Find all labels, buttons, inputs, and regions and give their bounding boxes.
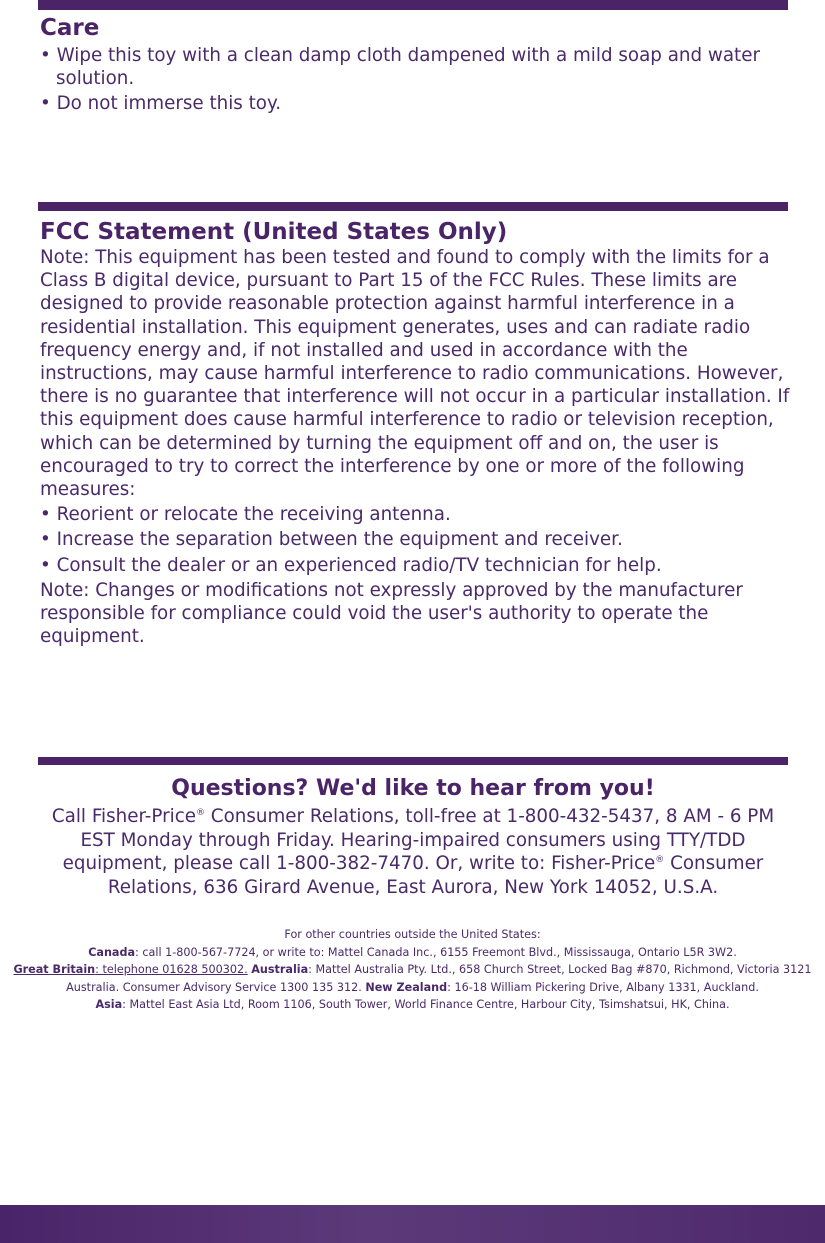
australia-text: : Mattel Australia Pty. Ltd., 658 Church Street, Locked Bag #870, Richmond, Victoria 3121 Australia. Consumer Advisory Service 1300 135 312. <box>66 963 812 994</box>
fcc-bullet-text: • Reorient or relocate the receiving antenna. <box>40 504 451 526</box>
questions-text-2: Consumer Relations, toll-free at 1-800-432-5437, 8 AM - 6 PM EST Monday through Friday. Hearing-impaired consumers using TTY/TDD equipment, please call 1-800-382-7470. Or, write to: Fisher-Price <box>62 806 775 875</box>
new-zealand-text: : 16-18 William Pickering Drive, Albany 1331, Auckland. <box>447 980 759 994</box>
asia-text: : Mattel East Asia Ltd, Room 1106, South Tower, World Finance Centre, Harbour City, Tsimshatsui, HK, China. <box>122 998 730 1012</box>
fcc-bullet-text: • Consult the dealer or an experienced radio/TV technician for help. <box>40 554 662 576</box>
great-britain-text: : telephone 01628 500302. <box>95 963 248 977</box>
fcc-bullet <box>40 554 790 577</box>
registered-mark: ® <box>196 807 205 818</box>
questions-divider-bar <box>38 757 788 765</box>
fcc-heading: FCC Statement (United States Only) <box>40 219 508 245</box>
fcc-bullet <box>40 528 790 551</box>
questions-body <box>38 805 788 899</box>
great-britain-label: Great Britain <box>13 963 96 977</box>
care-bullet <box>40 44 790 90</box>
asia-label: Asia <box>95 998 123 1012</box>
gb-australia-nz-contact <box>0 961 825 996</box>
fcc-note: Note: This equipment has been tested and found to comply with the limits for a Class B digital device, pursuant to Part 15 of the FCC Rules. These limits are designed to provide reasonable protection against harmful interference in a residential installation. This equipment generates, uses and can radiate radio frequency energy and, if not installed and used in accordance with the instructions, may cause harmful interference to radio communications. However, there is no guarantee that interference will not occur in a particular installation. If this equipment does cause harmful interference to radio or television reception, which can be determined by turning the equipment off and on, the user is encouraged to try to correct the interference by one or more of the following measures: <box>40 247 790 501</box>
international-contacts <box>0 926 825 1014</box>
asia-contact <box>0 996 825 1014</box>
fcc-bullet <box>40 503 790 526</box>
registered-mark: ® <box>655 855 665 866</box>
care-divider-bar <box>38 0 788 10</box>
questions-heading: Questions? We'd like to hear from you! <box>171 776 655 801</box>
fcc-divider-bar <box>38 202 788 211</box>
questions-section <box>38 774 788 899</box>
new-zealand-label: New Zealand <box>365 980 448 994</box>
questions-text-1: Call Fisher-Price <box>51 806 196 827</box>
fcc-bullet-text: • Increase the separation between the equipment and receiver. <box>40 529 623 551</box>
fcc-note-changes: Note: Changes or modifications not expressly approved by the manufacturer responsible for compliance could void the user's authority to operate the equipment. <box>40 579 743 648</box>
canada-text: : call 1-800-567-7724, or write to: Mattel Canada Inc., 6155 Freemont Blvd., Mississauga, Ontario L5R 3W2. <box>135 945 737 959</box>
canada-label: Canada <box>88 945 136 959</box>
care-bullet-text: • Do not immerse this toy. <box>40 93 282 115</box>
australia-label: Australia <box>251 963 309 977</box>
international-intro: For other countries outside the United States: <box>284 928 541 941</box>
care-heading: Care <box>40 15 100 41</box>
footer-band <box>0 1205 825 1243</box>
care-bullet <box>40 92 790 115</box>
care-section <box>40 14 790 116</box>
fcc-section <box>40 218 790 648</box>
canada-contact <box>0 944 825 962</box>
care-bullet-text: • Wipe this toy with a clean damp cloth dampened with a mild soap and water solution. <box>40 45 760 90</box>
questions-text-3: Consumer Relations, 636 Girard Avenue, East Aurora, New York 14052, U.S.A. <box>107 853 764 898</box>
